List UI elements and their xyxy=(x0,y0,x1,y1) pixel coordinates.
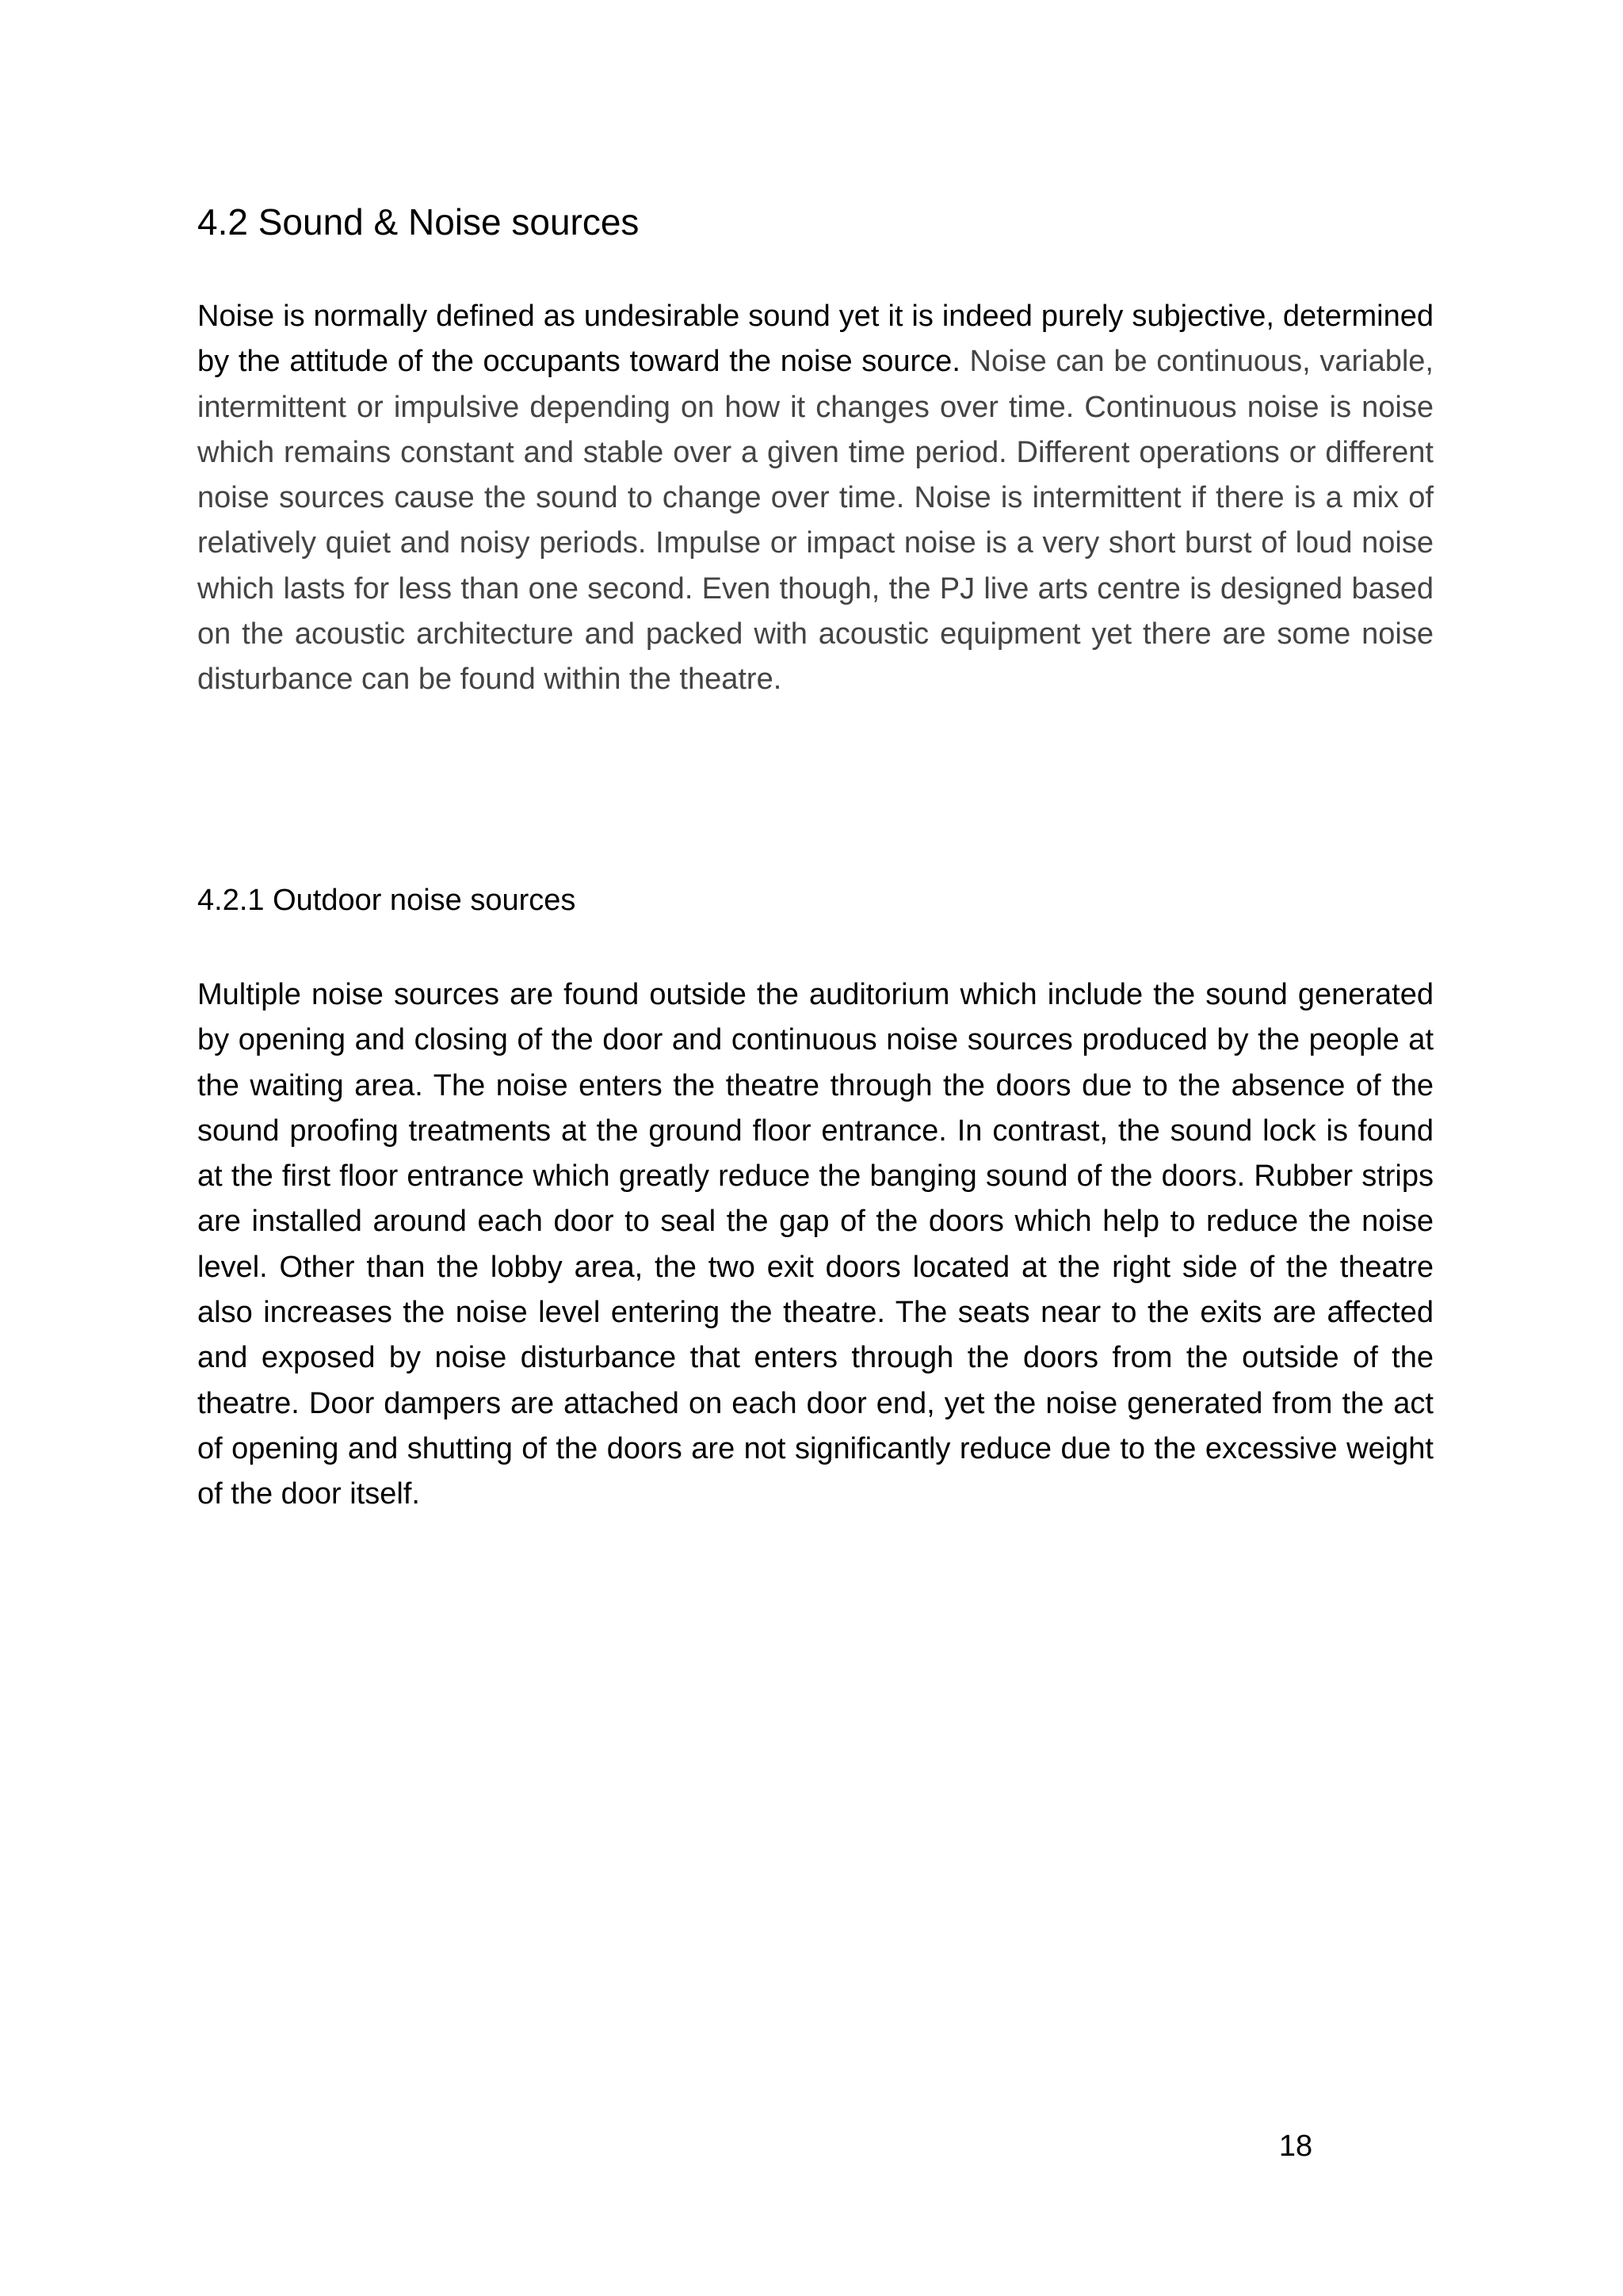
page-number: 18 xyxy=(1278,2130,1313,2163)
section-heading: 4.2 Sound & Noise sources xyxy=(197,201,640,243)
section-body xyxy=(197,294,1434,703)
subsection-paragraph: Multiple noise sources are found outside the auditorium which include the sound generated by opening and closing of the door and continuous noise sources produced by the people at the waiting area. The noise enters the theatre through the doors due to the absence of the sound proofing treatments at the ground floor entrance. In contrast, the sound lock is found at the first floor entrance which greatly reduce the banging sound of the doors. Rubber strips are installed around each door to seal the gap of the doors which help to reduce the noise level. Other than the lobby area, the two exit doors located at the right side of the theatre also increases the noise level entering the theatre. The seats near to the exits are affected and exposed by noise disturbance that enters through the doors from the outside of the theatre. Door dampers are attached on each door end, yet the noise generated from the act of opening and shutting of the doors are not significantly reduce due to the excessive weight of the door itself. xyxy=(197,978,1434,1511)
section-paragraph-rest: Noise can be continuous, variable, intermittent or impulsive depending on how it changes over time. Continuous noise is noise which remains constant and stable over a given time period. Different operations or different noise sources cause the sound to change over time. Noise is intermittent if there is a mix of relatively quiet and noisy periods. Impulse or impact noise is a very short burst of loud noise which lasts for less than one second. Even though, the PJ live arts centre is designed based on the acoustic architecture and packed with acoustic equipment yet there are some noise disturbance can be found within the theatre. xyxy=(197,345,1434,697)
subsection-body xyxy=(197,972,1434,1518)
section-paragraph xyxy=(197,294,1434,703)
subsection-heading: 4.2.1 Outdoor noise sources xyxy=(197,884,576,917)
section-paragraph-lead: Noise is normally defined as undesirable sound yet it is indeed purely subjective, determined by the attitude of the occupants toward the noise source. xyxy=(197,300,1434,379)
